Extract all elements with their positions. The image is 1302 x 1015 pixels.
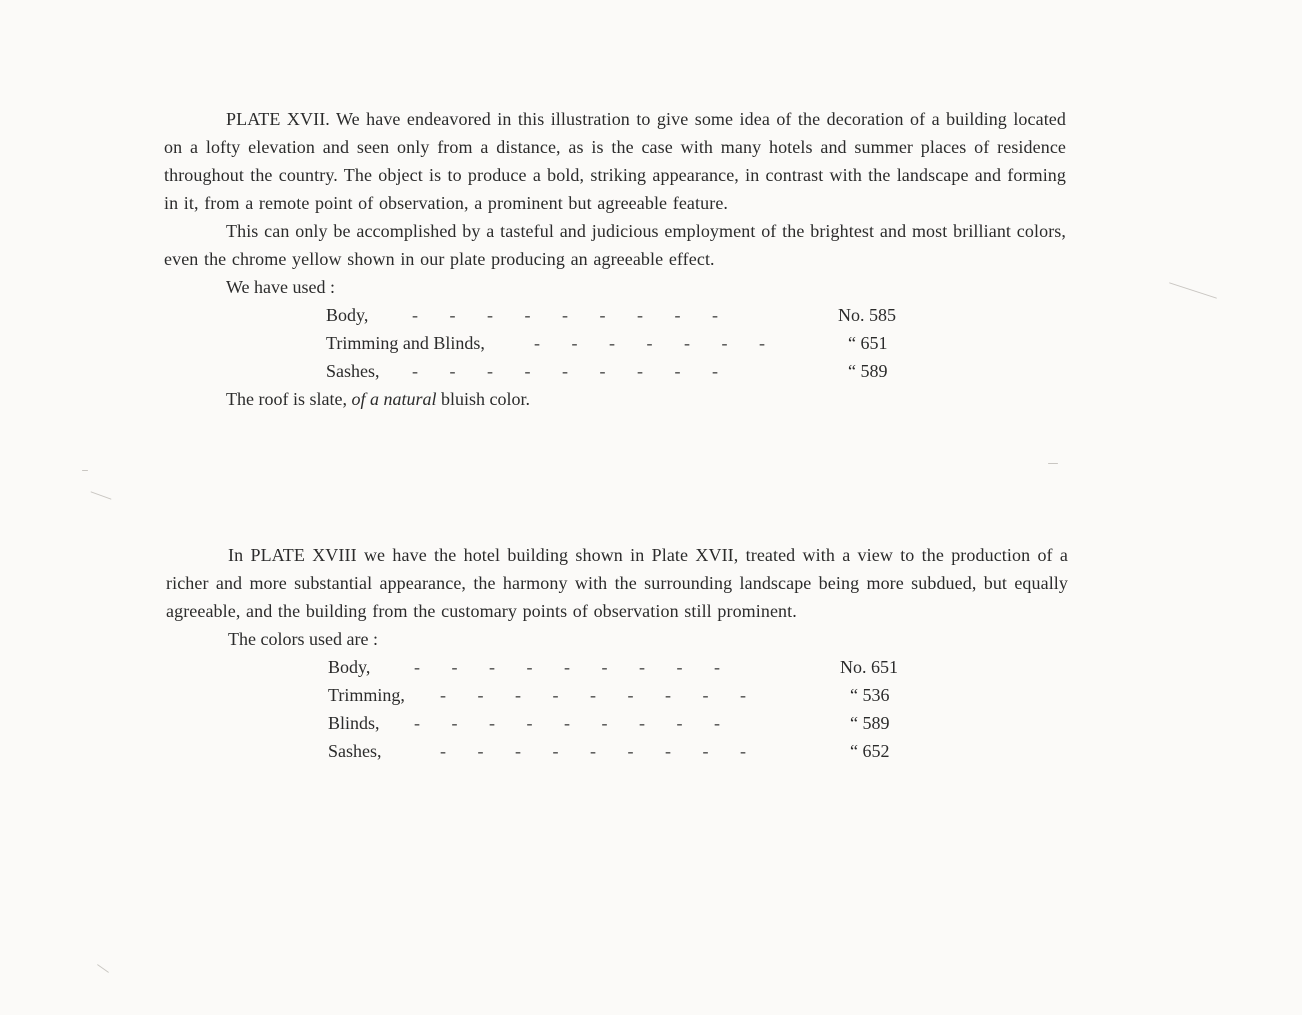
paper-speck [82,470,88,471]
list-item [166,737,1068,765]
dot-leader: - - - - - - - - - [412,305,718,325]
plate-xvii-color-list [164,301,1066,385]
list-item [164,357,1066,385]
paper-speck [1169,282,1217,298]
roof-note [164,385,1066,413]
item-number: No. 651 [840,657,898,677]
item-number: “ 589 [848,361,888,381]
roof-note-italic: of a natural [351,389,437,409]
item-number: “ 536 [850,685,890,705]
roof-note-start: The roof is slate, [226,389,347,409]
item-label: Sashes, [328,741,382,761]
dot-leader: - - - - - - - - - [414,713,720,733]
item-number: “ 589 [850,713,890,733]
dot-leader: - - - - - - - - - [440,685,746,705]
list-item [164,301,1066,329]
item-label: Trimming and Blinds, [326,333,485,353]
plate-xvii-section [164,105,1066,413]
list-item [164,329,1066,357]
dot-leader: - - - - - - - - - [414,657,720,677]
plate-xvii-colors-paragraph: This can only be accomplished by a tasteful and judicious employment of the brightest and most brilliant colors, even the chrome yellow shown in our plate producing an agreeable effect. [164,221,1066,269]
plate-xviii-intro-paragraph: In PLATE XVIII we have the hotel building shown in Plate XVII, treated with a view to the production of a richer and more substantial appearance, the harmony with the surrounding landscape being more subdued, but equally agreeable, and the building from the customary points of observation still prominent. [166,545,1068,621]
paper-speck [1048,463,1058,464]
plate-xvii-used-heading: We have used : [226,277,336,297]
plate-xviii-used-heading: The colors used are : [228,629,378,649]
item-label: Body, [326,305,369,325]
dot-leader: - - - - - - - - - [440,741,746,761]
plate-xvii-intro-paragraph: PLATE XVII. We have endeavored in this illustration to give some idea of the decoration of a building located on a lofty elevation and seen only from a distance, as is the case with many hotels and summer places of residence throughout the country. The object is to produce a bold, striking appearance, in contrast with the landscape and forming in it, from a remote point of observation, a prominent but agreeable feature. [164,109,1066,213]
list-item [166,681,1068,709]
list-item [166,709,1068,737]
item-label: Body, [328,657,371,677]
paper-speck [97,964,109,973]
item-label: Sashes, [326,361,380,381]
item-number: “ 651 [848,333,888,353]
plate-xviii-section [166,541,1068,765]
paper-speck [90,491,111,499]
roof-note-end: bluish color. [440,389,530,409]
dot-leader: - - - - - - - [534,333,765,353]
plate-xviii-color-list [166,653,1068,765]
item-label: Blinds, [328,713,380,733]
item-number: “ 652 [850,741,890,761]
list-item [166,653,1068,681]
item-label: Trimming, [328,685,405,705]
dot-leader: - - - - - - - - - [412,361,718,381]
item-number: No. 585 [838,305,896,325]
